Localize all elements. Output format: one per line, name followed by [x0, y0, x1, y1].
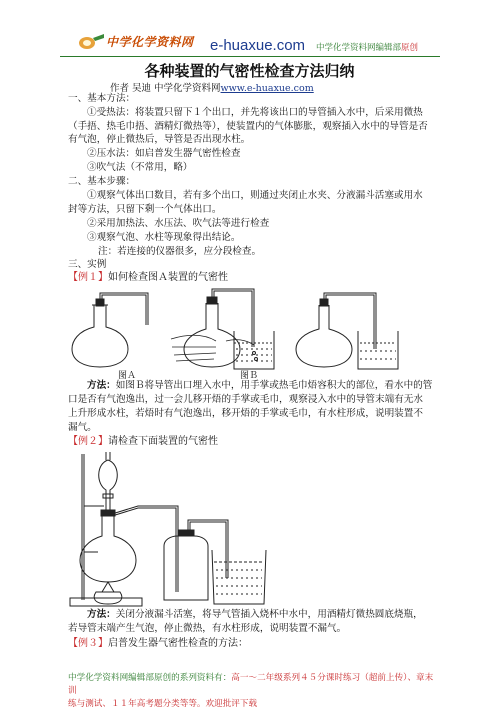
origin-suffix: 原创 [401, 43, 419, 53]
figure-a-flask [72, 293, 148, 367]
method-line: 若导管末端产生气泡，停止微热，有水柱形成，说明装置不漏气。 [68, 623, 347, 634]
section-heading-2: 二、基本步骤： [68, 176, 136, 187]
method-line: 口是否有气泡逸出，过一会儿移开焐的手掌或毛巾，观察浸入水中的导管末端有无水 [68, 394, 423, 405]
method-line [87, 379, 432, 392]
site-url[interactable]: e-huaxue.com [210, 37, 306, 54]
method-label: 方法： [87, 380, 116, 391]
example-3-text: 启普发生器气密性检查的方法： [108, 638, 248, 649]
footer-text-a: 中学化学资料网编辑部原创的系列资料有： [68, 673, 232, 683]
author-line [110, 80, 314, 94]
section-heading-1: 一、基本方法： [68, 93, 136, 104]
paragraph-line: ②采用加热法、水压法、吹气法等进行检查 [87, 218, 270, 229]
origin-prefix: 中学化学资料网编辑部 [316, 43, 402, 53]
example-2-text: 请检查下面装置的气密性 [108, 436, 218, 447]
site-logo[interactable] [78, 32, 194, 50]
paragraph-line: 有气泡，停止微热后，导管是否出现水柱。 [68, 134, 251, 145]
gas-bottle [164, 520, 228, 600]
author-text: 作者 吴迪 中学化学资料网 [110, 83, 221, 94]
logo-text: 中学化学资料网 [106, 34, 194, 49]
paragraph-line: ③观察气泡、水柱等现象得出结论。 [87, 232, 241, 243]
method-line [87, 608, 423, 621]
example-1-figures [66, 285, 406, 370]
method-text: 关闭分液漏斗活塞，将导气管插入烧杯中水中，用酒精灯微热圆底烧瓶， [115, 609, 423, 620]
example-1-text: 如何检查图Ａ装置的气密性 [108, 272, 228, 283]
paragraph-line: ②压水法：如启普发生器气密性检查 [87, 148, 241, 159]
method-line: 漏气。 [68, 422, 97, 433]
method-text: 如图Ｂ将导管出口埋入水中，用手掌或热毛巾焐容积大的部位，看水中的管 [115, 380, 433, 391]
example-1-label: 【例１】 [68, 272, 108, 283]
paragraph-line: ①受热法：将装置只留下１个出口，并先将该出口的导管插入水中，后采用微热 [87, 107, 423, 118]
paragraph-line: 封等方法，只留下剩一个气体出口。 [68, 204, 222, 215]
note-line: 注：若连接的仪器很多，应分段检查。 [98, 246, 262, 257]
paragraph-line: ①观察气体出口数目，若有多个出口，则通过夹闭止水夹、分液漏斗活塞或用水 [87, 190, 423, 201]
page-header [0, 0, 499, 58]
paragraph-line: ③吹气法（不常用，略） [87, 162, 193, 173]
paragraph-line: （手捂、热毛巾捂、酒精灯微热等），使装置内的气体膨胀，观察插入水中的导管是否 [68, 121, 428, 132]
figure-third-flask [296, 293, 398, 369]
water-beaker [212, 550, 266, 604]
example-1-heading [68, 271, 228, 284]
example-2-apparatus-figure [68, 450, 288, 608]
author-url[interactable]: www.e-huaxue.com [220, 83, 314, 94]
iron-stand [70, 454, 142, 606]
footer-text-b[interactable]: 高一～二年级系列４５分课时练习（超前上传）、章末训 [68, 673, 434, 696]
example-3-label: 【例３】 [68, 638, 108, 649]
origin-note [316, 41, 418, 53]
page-title: 各种装置的气密性检查方法归纳 [144, 62, 355, 80]
footer-line-1 [68, 672, 438, 698]
footer-text-c[interactable]: 练与测试、１１年高考题分类等等。欢迎批评下载 [68, 699, 258, 709]
page-footer [68, 672, 438, 711]
section-heading-3: 三、实例 [68, 259, 107, 270]
caption-figure-b: 图Ｂ [240, 371, 259, 381]
example-2-label: 【例２】 [68, 436, 108, 447]
alcohol-lamp [94, 582, 122, 604]
method-label: 方法： [87, 609, 116, 620]
header-divider [60, 56, 440, 57]
example-2-heading [68, 435, 218, 448]
method-line: 上升形成水柱，若焐时有气泡逸出，移开焐的手掌或毛巾，有水柱形成，说明装置不 [68, 408, 423, 419]
figure-b-apparatus [171, 289, 274, 369]
example-3-heading [68, 637, 248, 650]
round-bottom-flask [80, 506, 178, 592]
flask-logo-icon [78, 32, 106, 50]
separatory-funnel [99, 452, 118, 512]
caption-figure-a: 图Ａ [118, 371, 137, 381]
